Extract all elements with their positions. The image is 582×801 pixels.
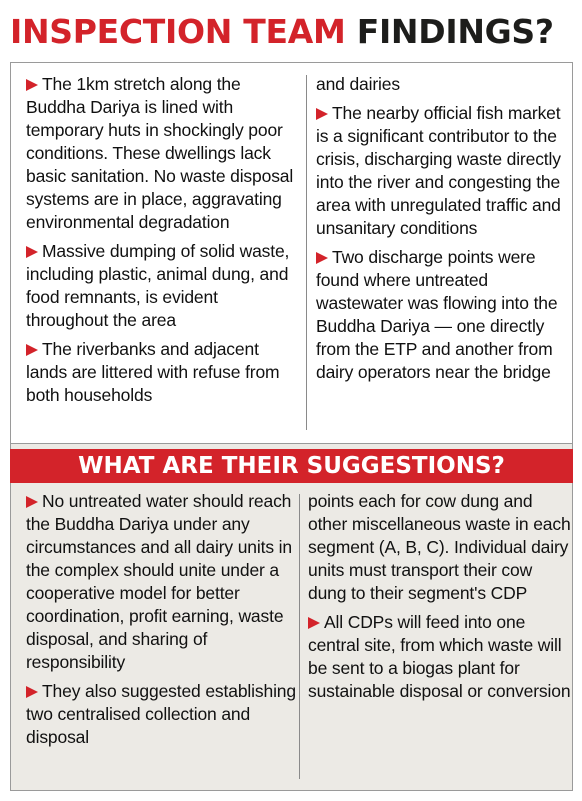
red-arrow-bullet-icon — [26, 344, 38, 356]
findings-right-column — [316, 73, 571, 390]
headline-accent: INSPECTION TEAM — [10, 12, 346, 51]
finding-text: The riverbanks and adjacent lands are littered with refuse from both households — [26, 339, 280, 405]
column-divider — [299, 494, 300, 779]
red-arrow-bullet-icon — [26, 246, 38, 258]
suggestion-item — [26, 680, 304, 749]
suggestions-right-column — [308, 490, 571, 709]
red-arrow-bullet-icon — [316, 108, 328, 120]
findings-box — [10, 62, 573, 444]
finding-item — [26, 338, 304, 407]
red-arrow-bullet-icon — [26, 79, 38, 91]
finding-text: The 1km stretch along the Buddha Dariya is lined with temporary huts in shockingly poor conditions. These dwellings lack basic sanitation. No waste disposal systems are in place, aggravating environmental degradation — [26, 74, 294, 232]
red-arrow-bullet-icon — [308, 617, 320, 629]
finding-text: Two discharge points were found where untreated wastewater was flowing into the Buddha Dariya — one directly from the ETP and another from dairy operators near the bridge — [316, 247, 558, 382]
suggestions-left-column — [26, 490, 304, 755]
red-arrow-bullet-icon — [26, 496, 38, 508]
column-divider — [306, 75, 307, 430]
findings-left-column — [26, 73, 304, 413]
suggestion-item — [26, 490, 304, 674]
suggestion-text: No untreated water should reach the Buddha Dariya under any circumstances and all dairy units in the complex should unite under a cooperative model for better coordination, profit earning, waste disposal, and sharing of responsibility — [26, 491, 292, 672]
suggestions-banner: WHAT ARE THEIR SUGGESTIONS? — [10, 449, 573, 483]
finding-item — [316, 246, 571, 384]
finding-item — [26, 240, 304, 332]
red-arrow-bullet-icon — [26, 686, 38, 698]
suggestion-text: They also suggested establishing two centralised collection and disposal — [26, 681, 296, 747]
suggestion-item — [308, 611, 571, 703]
finding-text: Massive dumping of solid waste, including plastic, animal dung, and food remnants, is evident throughout the area — [26, 241, 290, 330]
finding-item — [26, 73, 304, 234]
suggestion-text: All CDPs will feed into one central site, from which waste will be sent to a biogas plant for sustainable disposal or conversion — [308, 612, 571, 701]
headline — [10, 4, 575, 60]
red-arrow-bullet-icon — [316, 252, 328, 264]
headline-dark: FINDINGS? — [356, 12, 554, 51]
finding-item — [316, 102, 571, 240]
finding-continued-text: and dairies — [316, 74, 400, 94]
suggestions-box — [10, 443, 573, 791]
suggestion-continued-text: points each for cow dung and other miscellaneous waste in each segment (A, B, C). Individual dairy units must transport their cow dung to their segment's CDP — [308, 491, 571, 603]
finding-text: The nearby official fish market is a significant contributor to the crisis, discharging waste directly into the river and congesting the area with unregulated traffic and unsanitary conditions — [316, 103, 561, 238]
